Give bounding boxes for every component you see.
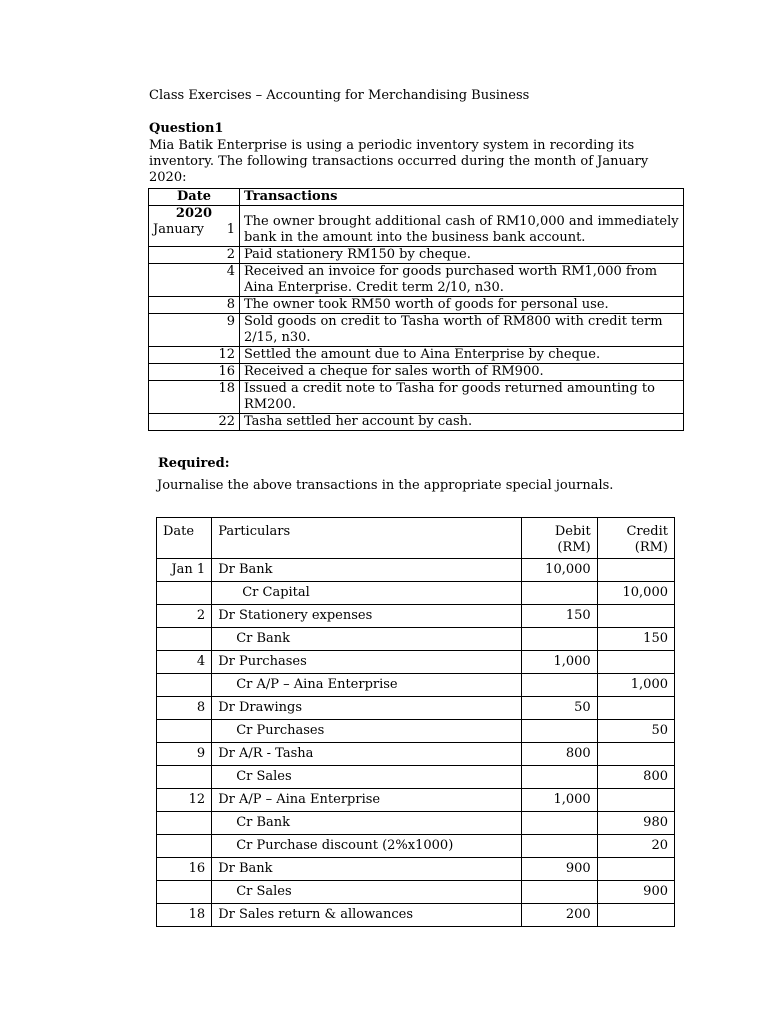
credit-unit: (RM): [634, 540, 668, 555]
journal-particulars-cell: [212, 789, 522, 812]
transaction-row: [149, 264, 684, 297]
journal-particulars-cell: [212, 651, 522, 674]
transaction-date-cell: [149, 414, 240, 431]
transaction-text: Settled the amount due to Aina Enterprise by cheque.: [244, 347, 601, 362]
transaction-date-cell: [149, 264, 240, 297]
transactions-header-row: [149, 189, 684, 206]
transaction-row: [149, 347, 684, 364]
transaction-text-cell: [240, 247, 684, 264]
transaction-text: Received an invoice for goods purchased worth RM1,000 from Aina Enterprise. Credit term 2/10, n30.: [244, 264, 658, 295]
journal-particulars-text: Dr Stationery expenses: [218, 608, 373, 623]
transaction-date-cell: [149, 206, 240, 247]
journal-credit-cell: [597, 559, 674, 582]
journal-particulars-cell: [212, 904, 522, 927]
journal-particulars-cell: [212, 559, 522, 582]
journal-debit-cell: [522, 812, 597, 835]
journal-date-cell: [157, 812, 212, 835]
transaction-text-cell: [240, 414, 684, 431]
journal-particulars-text: Dr Sales return & allowances: [218, 907, 413, 922]
journal-particulars-cell: [212, 881, 522, 904]
journal-row: [157, 605, 675, 628]
transactions-table: [148, 188, 684, 431]
journal-row: [157, 720, 675, 743]
journal-particulars-cell: [212, 628, 522, 651]
transaction-day: 1: [226, 222, 235, 237]
journal-particulars-text: Dr Drawings: [218, 700, 303, 715]
journal-table: [156, 517, 675, 927]
transaction-day: 16: [218, 364, 235, 379]
transaction-text-cell: [240, 364, 684, 381]
journal-particulars-cell: [212, 858, 522, 881]
journal-date-cell: [157, 835, 212, 858]
journal-particulars-cell: [212, 743, 522, 766]
journal-particulars-text: Dr Bank: [218, 562, 273, 577]
journal-header-row: [157, 518, 675, 559]
journal-debit-cell: [522, 582, 597, 605]
transaction-day: 12: [218, 347, 235, 362]
debit-label: Debit: [554, 524, 591, 539]
transaction-day: 9: [226, 314, 235, 329]
journal-particulars-cell: [212, 766, 522, 789]
journal-date-cell: 12: [157, 789, 212, 812]
journal-particulars-cell: [212, 582, 522, 605]
journal-date-cell: Jan 1: [157, 559, 212, 582]
journal-debit-cell: [522, 674, 597, 697]
journal-debit-cell: 1,000: [522, 651, 597, 674]
journal-date-cell: 16: [157, 858, 212, 881]
transaction-year: 2020: [175, 206, 213, 221]
transaction-date-cell: [149, 297, 240, 314]
journal-credit-cell: 980: [597, 812, 674, 835]
journal-particulars-text: Dr Bank: [218, 861, 273, 876]
journal-date-cell: [157, 674, 212, 697]
journal-debit-cell: [522, 720, 597, 743]
transaction-text: Issued a credit note to Tasha for goods returned amounting to RM200.: [244, 381, 655, 412]
document-title: Class Exercises – Accounting for Merchandising Business: [149, 88, 530, 103]
journal-row: [157, 743, 675, 766]
journal-row: [157, 582, 675, 605]
journal-date-cell: [157, 766, 212, 789]
journal-credit-cell: 50: [597, 720, 674, 743]
journal-credit-cell: 900: [597, 881, 674, 904]
journal-particulars-cell: [212, 605, 522, 628]
transaction-date-cell: [149, 381, 240, 414]
journal-row: [157, 904, 675, 927]
journal-credit-cell: [597, 904, 674, 927]
journal-debit-cell: [522, 628, 597, 651]
transaction-text-cell: [240, 264, 684, 297]
journal-particulars-text: Cr Sales: [236, 769, 292, 784]
transaction-date-cell: [149, 364, 240, 381]
transaction-text-cell: [240, 347, 684, 364]
journal-particulars-cell: [212, 812, 522, 835]
journal-date-cell: 18: [157, 904, 212, 927]
journal-row: [157, 858, 675, 881]
journal-debit-cell: 800: [522, 743, 597, 766]
transaction-text: Sold goods on credit to Tasha worth of RM800 with credit term 2/15, n30.: [244, 314, 663, 345]
journal-particulars-text: Dr A/R - Tasha: [218, 746, 314, 761]
transaction-text: Received a cheque for sales worth of RM900.: [244, 364, 544, 379]
journal-debit-cell: [522, 835, 597, 858]
journal-credit-cell: [597, 858, 674, 881]
journal-debit-cell: 200: [522, 904, 597, 927]
journal-particulars-text: Cr Bank: [236, 631, 291, 646]
credit-label: Credit: [626, 524, 668, 539]
journal-particulars-text: Dr Purchases: [218, 654, 307, 669]
journal-date-cell: 9: [157, 743, 212, 766]
journal-row: [157, 789, 675, 812]
journal-date-cell: 8: [157, 697, 212, 720]
journal-debit-header: [522, 518, 597, 559]
transaction-row: [149, 381, 684, 414]
journal-particulars-cell: [212, 697, 522, 720]
date-column-header: Date: [149, 189, 240, 206]
transaction-row: [149, 297, 684, 314]
journal-credit-cell: [597, 605, 674, 628]
journal-credit-cell: [597, 743, 674, 766]
transaction-row: [149, 206, 684, 247]
journal-debit-cell: [522, 766, 597, 789]
journal-debit-cell: 10,000: [522, 559, 597, 582]
transaction-day: 4: [226, 264, 235, 279]
transactions-body: [149, 206, 684, 431]
journal-particulars-text: Cr Sales: [236, 884, 292, 899]
transaction-text: Tasha settled her account by cash.: [244, 414, 473, 429]
journal-row: [157, 559, 675, 582]
transaction-row: [149, 414, 684, 431]
journal-credit-header: [597, 518, 674, 559]
journal-particulars-text: Dr A/P – Aina Enterprise: [218, 792, 381, 807]
transaction-row: [149, 247, 684, 264]
transaction-date: [153, 222, 235, 238]
journal-particulars-cell: [212, 835, 522, 858]
journal-row: [157, 628, 675, 651]
journal-debit-cell: 150: [522, 605, 597, 628]
transactions-column-header: Transactions: [240, 189, 684, 206]
transaction-text: The owner brought additional cash of RM10,000 and immediately bank in the amount into the business bank account.: [244, 214, 679, 245]
journal-body: [157, 518, 675, 927]
transaction-text-cell: [240, 297, 684, 314]
journal-credit-cell: 10,000: [597, 582, 674, 605]
journal-date-cell: 2: [157, 605, 212, 628]
debit-unit: (RM): [557, 540, 591, 555]
transaction-day: 8: [226, 297, 235, 312]
transaction-row: [149, 364, 684, 381]
journal-row: [157, 812, 675, 835]
question-heading: Question1: [149, 121, 224, 136]
journal-row: [157, 651, 675, 674]
transaction-day: 2: [226, 247, 235, 262]
journal-credit-cell: [597, 697, 674, 720]
journal-debit-cell: [522, 881, 597, 904]
transaction-text: Paid stationery RM150 by cheque.: [244, 247, 471, 262]
journal-particulars-text: Cr Purchases: [236, 723, 325, 738]
journal-row: [157, 697, 675, 720]
transaction-text-cell: [240, 314, 684, 347]
journal-debit-cell: 50: [522, 697, 597, 720]
journal-credit-cell: 1,000: [597, 674, 674, 697]
journal-credit-cell: 800: [597, 766, 674, 789]
journal-particulars-text: Cr Capital: [242, 585, 310, 600]
transaction-row: [149, 314, 684, 347]
transaction-day: 18: [218, 381, 235, 396]
required-heading: Required:: [158, 456, 230, 471]
transaction-date-cell: [149, 347, 240, 364]
journal-particulars-cell: [212, 674, 522, 697]
journal-particulars-text: Cr A/P – Aina Enterprise: [236, 677, 398, 692]
transaction-text-cell: [240, 381, 684, 414]
journal-debit-cell: 900: [522, 858, 597, 881]
transaction-date-cell: [149, 247, 240, 264]
year-spacer: [244, 206, 679, 214]
journal-date-cell: 4: [157, 651, 212, 674]
journal-row: [157, 835, 675, 858]
journal-date-cell: [157, 582, 212, 605]
question-intro: Mia Batik Enterprise is using a periodic inventory system in recording its inventory. The following transactions occurred during the month of January 2020:: [149, 138, 649, 185]
required-text: Journalise the above transactions in the appropriate special journals.: [157, 478, 614, 493]
journal-row: [157, 766, 675, 789]
transaction-text: The owner took RM50 worth of goods for personal use.: [244, 297, 609, 312]
journal-date-cell: [157, 881, 212, 904]
journal-particulars-text: Cr Purchase discount (2%x1000): [236, 838, 454, 853]
journal-credit-cell: [597, 789, 674, 812]
transaction-month: January: [153, 222, 205, 237]
journal-row: [157, 674, 675, 697]
journal-date-header: Date: [157, 518, 212, 559]
journal-credit-cell: 20: [597, 835, 674, 858]
journal-debit-cell: 1,000: [522, 789, 597, 812]
transaction-date-cell: [149, 314, 240, 347]
journal-date-cell: [157, 720, 212, 743]
transaction-day: 22: [218, 414, 235, 429]
journal-credit-cell: 150: [597, 628, 674, 651]
journal-row: [157, 881, 675, 904]
journal-particulars-text: Cr Bank: [236, 815, 291, 830]
journal-particulars-header: Particulars: [212, 518, 522, 559]
journal-date-cell: [157, 628, 212, 651]
transaction-text-cell: [240, 206, 684, 247]
journal-credit-cell: [597, 651, 674, 674]
journal-particulars-cell: [212, 720, 522, 743]
